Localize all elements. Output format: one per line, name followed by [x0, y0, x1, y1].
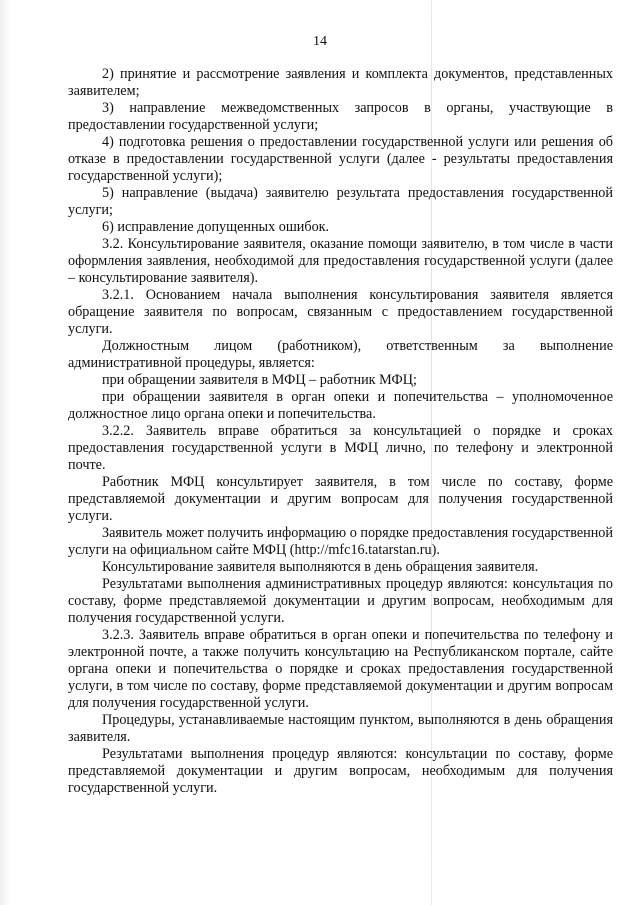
paragraph: при обращении заявителя в орган опеки и попечительства – уполномоченное должностное лицо органа опеки и попечительства.	[68, 389, 613, 422]
paragraph: Заявитель может получить информацию о порядке предоставления государственной услуги на официальном сайте МФЦ (http://mfc16.tatarstan.ru).	[68, 525, 613, 558]
paragraph: Результатами выполнения административных процедур являются: консультация по составу, форме представляемой документации и другим вопросам, необходимым для получения государственной услуги.	[68, 576, 613, 626]
paragraph: Консультирование заявителя выполняются в день обращения заявителя.	[102, 559, 539, 575]
paragraph: 3.2.1. Основанием начала выполнения консультирования заявителя является обращение заявителя по вопросам, связанным с предоставлением государственной услуги.	[68, 287, 613, 337]
paragraph: Работник МФЦ консультирует заявителя, в том числе по составу, форме представляемой документации и другим вопросам для получения государственной услуги.	[68, 474, 613, 524]
document-body	[68, 66, 613, 797]
paragraph: 6) исправление допущенных ошибок.	[102, 219, 330, 235]
paragraph: Должностным лицом (работником), ответственным за выполнение административной процедуры, является:	[68, 338, 613, 371]
paragraph: 5) направление (выдача) заявителю результата предоставления государственной услуги;	[68, 185, 613, 218]
paragraph: Результатами выполнения процедур являются: консультации по составу, форме представляемой документации и другим вопросам, необходимым для получения государственной услуги.	[68, 746, 613, 796]
paragraph: 3.2.3. Заявитель вправе обратиться в орган опеки и попечительства по телефону и электронной почте, а также получить консультацию на Республиканском портале, сайте органа опеки и попечительства о порядке и сроках предоставления государственной услуги, в том числе по составу, форме представляемой документации и другим вопросам для получения государственной услуги.	[68, 627, 613, 711]
paragraph: 3) направление межведомственных запросов в органы, участвующие в предоставлении государственной услуги;	[68, 100, 613, 133]
paragraph: 2) принятие и рассмотрение заявления и комплекта документов, представленных заявителем;	[68, 66, 613, 99]
paragraph: 4) подготовка решения о предоставлении государственной услуги или решения об отказе в предоставлении государственной услуги (далее - результаты предоставления государственной услуги);	[68, 134, 613, 184]
paragraph: Процедуры, устанавливаемые настоящим пунктом, выполняются в день обращения заявителя.	[68, 712, 613, 745]
paragraph: 3.2. Консультирование заявителя, оказание помощи заявителю, в том числе в части оформления заявления, необходимой для предоставления государственной услуги (далее – консультирование заявителя).	[68, 236, 613, 286]
paragraph: при обращении заявителя в МФЦ – работник МФЦ;	[102, 372, 417, 388]
scan-edge	[0, 0, 10, 905]
paragraph: 3.2.2. Заявитель вправе обратиться за консультацией о порядке и сроках предоставления государственной услуги в МФЦ лично, по телефону и электронной почте.	[68, 423, 613, 473]
page-number: 14	[313, 34, 327, 49]
